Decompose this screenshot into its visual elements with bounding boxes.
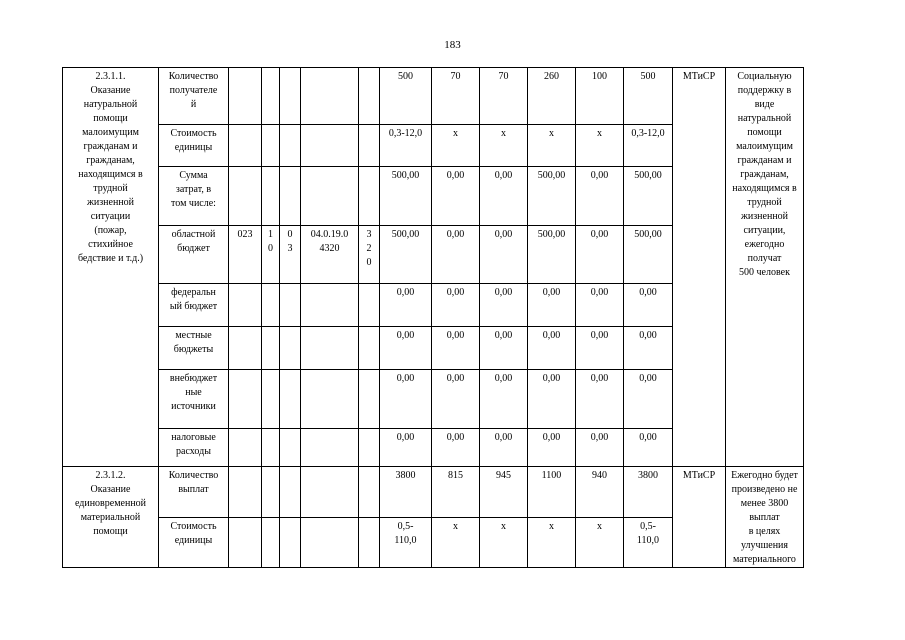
value-cell: 1100 bbox=[528, 467, 576, 518]
value-cell: 500,00 bbox=[380, 226, 432, 284]
csr-cell bbox=[301, 467, 359, 518]
activity-cell-line: гражданам и bbox=[83, 141, 138, 152]
value-cell: 500 bbox=[624, 68, 673, 125]
indicator-cell-line: бюджет bbox=[177, 243, 210, 254]
vr-cell bbox=[359, 467, 380, 518]
value-cell: 0,3-12,0 bbox=[624, 125, 673, 167]
result-cell-line: в целях улучшения bbox=[740, 526, 789, 551]
pr-cell-line: 3 bbox=[287, 243, 293, 254]
pr-cell-line: 0 bbox=[287, 229, 293, 240]
value-cell: 70 bbox=[432, 68, 480, 125]
csr-cell bbox=[301, 518, 359, 568]
indicator-cell bbox=[159, 327, 229, 370]
executor-cell: МТиСР bbox=[673, 68, 726, 467]
indicator-cell-line: Количество bbox=[168, 470, 219, 481]
csr-cell bbox=[301, 370, 359, 429]
csr-cell bbox=[301, 327, 359, 370]
vr-cell-line: 0 bbox=[366, 257, 372, 268]
indicator-cell-line: ные bbox=[185, 387, 202, 398]
result-cell-line: гражданам, bbox=[740, 169, 789, 180]
result-cell-line: Ежегодно будет bbox=[731, 470, 798, 481]
value-cell: 0,00 bbox=[576, 370, 624, 429]
value-cell: 260 bbox=[528, 68, 576, 125]
value-cell bbox=[624, 518, 673, 568]
result-cell-line: ежегодно получат bbox=[744, 239, 785, 264]
activity-cell-line: ситуации bbox=[90, 211, 131, 222]
value-cell: 0,00 bbox=[432, 167, 480, 226]
csr-cell bbox=[301, 68, 359, 125]
indicator-cell-line: единицы bbox=[174, 535, 213, 547]
value-cell: 0,00 bbox=[576, 167, 624, 226]
value-cell: 70 bbox=[480, 68, 528, 125]
result-cell-line: материального bbox=[733, 554, 796, 565]
csr-cell bbox=[301, 167, 359, 226]
activity-cell-line: стихийное bbox=[88, 239, 133, 250]
activity-cell-line: единовременной bbox=[74, 498, 147, 509]
value-cell: 500,00 bbox=[624, 226, 673, 284]
activity-cell-line: помощи bbox=[93, 526, 128, 537]
indicator-cell bbox=[159, 467, 229, 518]
value-cell: х bbox=[528, 125, 576, 167]
value-cell: 0,00 bbox=[528, 284, 576, 327]
indicator-cell bbox=[159, 284, 229, 327]
value-cell: 0,00 bbox=[432, 284, 480, 327]
result-cell-line: помощи bbox=[747, 127, 782, 138]
executor-cell: МТиСР bbox=[673, 467, 726, 568]
result-cell-line: малоимущим bbox=[736, 141, 793, 152]
grbs-cell bbox=[229, 68, 262, 125]
pr-cell bbox=[280, 327, 301, 370]
activity-cell-line: бедствие и т.д.) bbox=[77, 253, 144, 264]
indicator-cell bbox=[159, 518, 229, 568]
value-cell: 0,00 bbox=[480, 370, 528, 429]
indicator-cell-line: выплат bbox=[178, 484, 209, 495]
pr-cell bbox=[280, 518, 301, 568]
value-cell-line: 110,0 bbox=[636, 535, 660, 547]
vr-cell bbox=[359, 518, 380, 568]
value-cell: 0,00 bbox=[576, 429, 624, 467]
value-cell: 0,00 bbox=[480, 284, 528, 327]
grbs-cell bbox=[229, 370, 262, 429]
indicator-cell-line: том числе: bbox=[171, 198, 216, 209]
value-cell-line: 110,0 bbox=[394, 535, 417, 547]
vr-cell bbox=[359, 167, 380, 226]
vr-cell-line: 2 bbox=[366, 243, 372, 254]
indicator-cell-line: Стоимость bbox=[170, 521, 217, 533]
value-cell: 0,00 bbox=[624, 429, 673, 467]
value-cell: 0,00 bbox=[624, 370, 673, 429]
result-cell-line: натуральной bbox=[737, 113, 792, 124]
value-cell: 0,00 bbox=[380, 370, 432, 429]
value-cell: 940 bbox=[576, 467, 624, 518]
indicator-cell-line: Сумма bbox=[179, 170, 208, 181]
value-cell: х bbox=[528, 518, 576, 568]
indicator-cell-line: й bbox=[190, 99, 197, 110]
activity-cell-line: жизненной bbox=[86, 197, 135, 208]
vr-cell bbox=[359, 226, 380, 284]
value-cell: х bbox=[576, 518, 624, 568]
table-row bbox=[63, 467, 842, 518]
indicator-cell-line: единицы bbox=[174, 142, 213, 153]
result-cell-line: 500 человек bbox=[739, 267, 790, 278]
rz-cell bbox=[262, 370, 280, 429]
indicator-cell-line: Количество bbox=[168, 71, 219, 82]
indicator-cell bbox=[159, 226, 229, 284]
value-cell: 0,00 bbox=[480, 226, 528, 284]
result-cell-line: находящимся в bbox=[732, 183, 797, 194]
result-cell bbox=[726, 68, 804, 467]
grbs-cell bbox=[229, 125, 262, 167]
result-cell-line: жизненной bbox=[740, 211, 789, 222]
activity-cell bbox=[63, 467, 159, 568]
indicator-cell-line: Стоимость bbox=[170, 128, 217, 139]
value-cell: 0,00 bbox=[624, 284, 673, 327]
rz-cell bbox=[262, 518, 280, 568]
activity-cell-line: материальной bbox=[80, 512, 141, 523]
grbs-cell: 023 bbox=[229, 226, 262, 284]
program-table bbox=[62, 67, 842, 568]
result-cell-line: гражданам и bbox=[737, 155, 792, 166]
grbs-cell bbox=[229, 518, 262, 568]
pr-cell bbox=[280, 429, 301, 467]
indicator-cell bbox=[159, 125, 229, 167]
pr-cell bbox=[280, 370, 301, 429]
value-cell: 0,00 bbox=[528, 429, 576, 467]
value-cell: 0,00 bbox=[380, 327, 432, 370]
value-cell-line: 0,5- bbox=[397, 521, 414, 533]
activity-cell-line: 2.3.1.1. bbox=[95, 71, 126, 82]
vr-cell bbox=[359, 284, 380, 327]
indicator-cell-line: ый бюджет bbox=[169, 301, 218, 312]
vr-cell-line: 3 bbox=[366, 229, 372, 240]
vr-cell bbox=[359, 68, 380, 125]
value-cell: 3800 bbox=[624, 467, 673, 518]
activity-cell-line: Оказание bbox=[90, 484, 131, 495]
value-cell: х bbox=[480, 125, 528, 167]
vr-cell bbox=[359, 327, 380, 370]
value-cell: 945 bbox=[480, 467, 528, 518]
indicator-cell bbox=[159, 429, 229, 467]
rz-cell bbox=[262, 284, 280, 327]
indicator-cell-line: налоговые bbox=[171, 432, 216, 443]
value-cell: 0,00 bbox=[576, 226, 624, 284]
value-cell: 0,00 bbox=[432, 226, 480, 284]
csr-cell-line: 4320 bbox=[319, 243, 340, 254]
value-cell: 0,00 bbox=[624, 327, 673, 370]
value-cell: 3800 bbox=[380, 467, 432, 518]
value-cell: х bbox=[432, 518, 480, 568]
result-cell-line: ситуации, bbox=[743, 225, 786, 236]
value-cell: 0,00 bbox=[380, 429, 432, 467]
grbs-cell bbox=[229, 467, 262, 518]
value-cell-line: 0,5- bbox=[640, 521, 656, 533]
value-cell: х bbox=[576, 125, 624, 167]
vr-cell bbox=[359, 125, 380, 167]
result-cell-line: поддержку в виде bbox=[737, 85, 792, 110]
indicator-cell-line: местные bbox=[175, 330, 212, 341]
rz-cell-line: 0 bbox=[268, 243, 273, 254]
result-cell-line: Социальную bbox=[737, 71, 792, 82]
value-cell: х bbox=[432, 125, 480, 167]
activity-cell-line: 2.3.1.2. bbox=[95, 470, 126, 481]
activity-cell-line: находящимся в bbox=[78, 169, 143, 180]
vr-cell bbox=[359, 429, 380, 467]
activity-cell-line: гражданам, bbox=[86, 155, 135, 166]
value-cell: 0,00 bbox=[576, 284, 624, 327]
value-cell: 0,00 bbox=[480, 429, 528, 467]
pr-cell bbox=[280, 68, 301, 125]
rz-cell bbox=[262, 467, 280, 518]
indicator-cell-line: областной bbox=[171, 229, 216, 240]
rz-cell bbox=[262, 429, 280, 467]
grbs-cell bbox=[229, 327, 262, 370]
csr-cell bbox=[301, 429, 359, 467]
indicator-cell-line: расходы bbox=[176, 446, 211, 457]
value-cell: 0,00 bbox=[528, 370, 576, 429]
result-cell-line: трудной bbox=[747, 197, 782, 208]
grbs-cell bbox=[229, 429, 262, 467]
activity-cell-line: натуральной bbox=[83, 99, 138, 110]
indicator-cell-line: федеральн bbox=[171, 287, 216, 298]
pr-cell bbox=[280, 226, 301, 284]
activity-cell-line: трудной bbox=[93, 183, 128, 194]
value-cell: 500,00 bbox=[624, 167, 673, 226]
value-cell: 500,00 bbox=[528, 167, 576, 226]
activity-cell-line: помощи bbox=[93, 113, 128, 124]
indicator-cell-line: затрат, в bbox=[175, 184, 212, 195]
rz-cell bbox=[262, 167, 280, 226]
value-cell bbox=[380, 518, 432, 568]
indicator-cell-line: бюджеты bbox=[173, 344, 214, 355]
csr-cell bbox=[301, 284, 359, 327]
value-cell: 500 bbox=[380, 68, 432, 125]
activity-cell-line: Оказание bbox=[90, 85, 131, 96]
value-cell: 0,00 bbox=[480, 167, 528, 226]
indicator-cell bbox=[159, 68, 229, 125]
value-cell: 0,00 bbox=[480, 327, 528, 370]
value-cell: 500,00 bbox=[528, 226, 576, 284]
pr-cell bbox=[280, 467, 301, 518]
value-cell: 0,00 bbox=[432, 327, 480, 370]
value-cell: 815 bbox=[432, 467, 480, 518]
rz-cell bbox=[262, 68, 280, 125]
value-cell: 0,3-12,0 bbox=[380, 125, 432, 167]
pr-cell bbox=[280, 284, 301, 327]
table-row bbox=[63, 68, 842, 125]
grbs-cell bbox=[229, 284, 262, 327]
csr-cell bbox=[301, 226, 359, 284]
value-cell: 0,00 bbox=[432, 429, 480, 467]
result-cell bbox=[726, 467, 804, 568]
value-cell: 0,00 bbox=[380, 284, 432, 327]
rz-cell-line: 1 bbox=[268, 229, 273, 240]
pr-cell bbox=[280, 125, 301, 167]
activity-cell bbox=[63, 68, 159, 467]
indicator-cell bbox=[159, 167, 229, 226]
activity-cell-line: малоимущим bbox=[82, 127, 139, 138]
rz-cell bbox=[262, 327, 280, 370]
pr-cell bbox=[280, 167, 301, 226]
csr-cell-line: 04.0.19.0 bbox=[310, 229, 349, 240]
indicator-cell-line: внебюджет bbox=[169, 373, 218, 384]
vr-cell bbox=[359, 370, 380, 429]
value-cell: х bbox=[480, 518, 528, 568]
rz-cell bbox=[262, 125, 280, 167]
page-number: 183 bbox=[444, 39, 461, 51]
value-cell: 0,00 bbox=[528, 327, 576, 370]
rz-cell bbox=[262, 226, 280, 284]
indicator-cell bbox=[159, 370, 229, 429]
csr-cell bbox=[301, 125, 359, 167]
result-cell-line: произведено не bbox=[731, 484, 798, 495]
indicator-cell-line: источники bbox=[171, 401, 216, 412]
activity-cell-line: (пожар, bbox=[94, 225, 127, 236]
indicator-cell-line: получателе bbox=[169, 85, 218, 96]
result-cell-line: менее 3800 выплат bbox=[740, 498, 789, 523]
value-cell: 100 bbox=[576, 68, 624, 125]
value-cell: 500,00 bbox=[380, 167, 432, 226]
value-cell: 0,00 bbox=[432, 370, 480, 429]
value-cell: 0,00 bbox=[576, 327, 624, 370]
grbs-cell bbox=[229, 167, 262, 226]
